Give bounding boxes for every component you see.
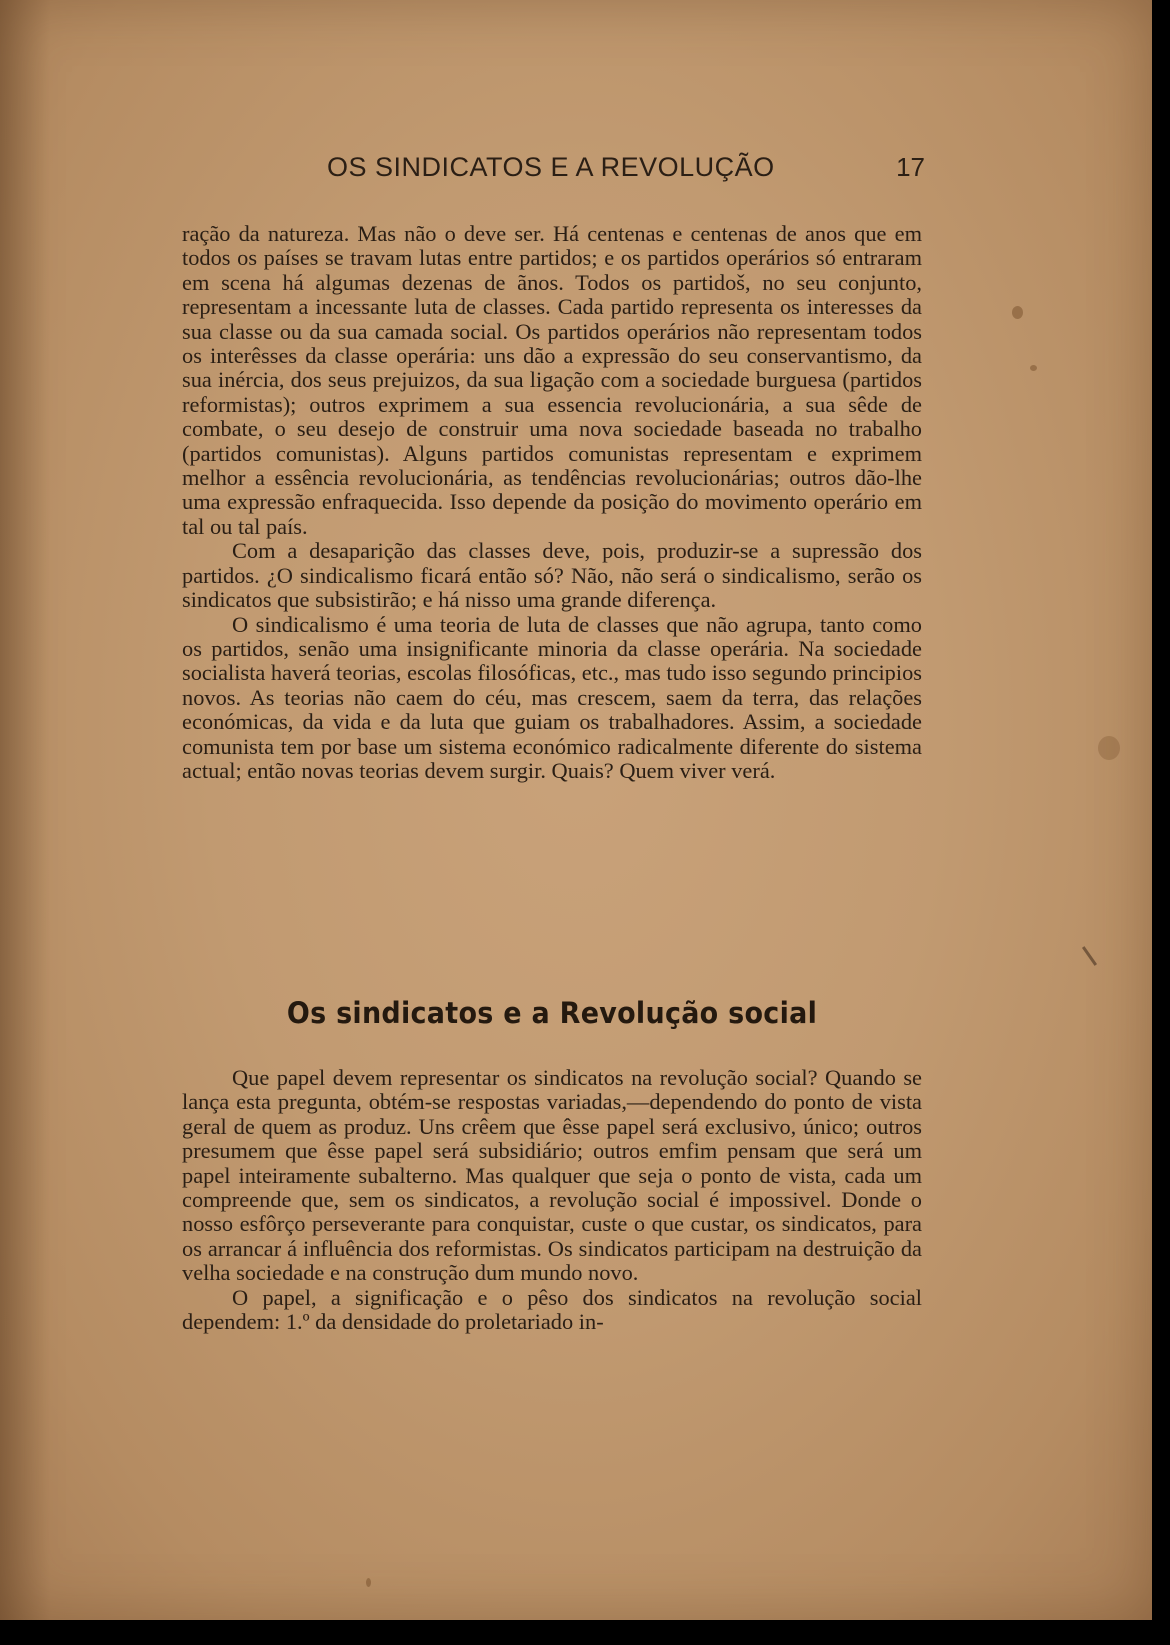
stain-mark	[366, 1578, 371, 1587]
body-text-section-1	[182, 222, 922, 783]
running-head	[180, 152, 925, 188]
section-heading: Os sindicatos e a Revolução social	[286, 996, 818, 1030]
page-number: 17	[896, 152, 925, 182]
paragraph: O papel, a significação e o pêso dos sindicatos na revolução social dependem: 1.º da densidade do proletariado in-	[182, 1284, 922, 1335]
stain-mark	[1030, 365, 1037, 371]
paragraph: Com a desaparição das classes deve, pois, produzir-se a supressão dos partidos. ¿O sindicalismo ficará então só? Não, não será o sindicalismo, serão os sindicatos que subsistirão; e há nisso uma grande diferença.	[182, 538, 922, 613]
paragraph: ração da natureza. Mas não o deve ser. Há centenas e centenas de anos que em todos os países se travam lutas entre partidos; e os partidos operários só entraram em scena há algumas dezenas de ãnos. Todos os partidoš, no seu conjunto, representam a incessante luta de classes. Cada partido representa os interesses da sua classe ou da sua camada social. Os partidos operários não representam todos os interêsses da classe operária: uns dão a expressão do seu conservantismo, da sua inércia, dos seus prejuizos, da sua ligação com a sociedade burguesa (partidos reformistas); outros exprimem a sua essencia revolucionária, a sua sêde de combate, o seu desejo de construir uma nova sociedade baseada no trabalho (partidos comunistas). Alguns partidos comunistas representam e exprimem melhor a essência revolucionária, as tendências revolucionárias; outros dão-lhe uma expressão enfraquecida. Isso depende da posição do movimento operário em tal ou tal país.	[182, 221, 922, 539]
body-text-section-2	[182, 1066, 922, 1334]
stain-mark	[1012, 306, 1023, 319]
margin-pencil-mark	[1082, 946, 1097, 966]
page-spine-shadow	[0, 0, 50, 1620]
stain-mark	[1098, 736, 1120, 760]
paragraph: O sindicalismo é uma teoria de luta de classes que não agrupa, tanto como os partidos, senão uma insignificante minoria da classe operária. Na sociedade socialista haverá teorias, escolas filosóficas, etc., mas tudo isso segundo principios novos. As teorias não caem do céu, mas crescem, saem da terra, das relações económicas, da vida e da luta que guiam os trabalhadores. Assim, a sociedade comunista tem por base um sistema económico radicalmente diferente do sistema actual; então novas teorias devem surgir. Quais? Quem viver verá.	[182, 611, 922, 783]
paragraph: Que papel devem representar os sindicatos na revolução social? Quando se lança esta pregunta, obtém-se respostas variadas,—dependendo do ponto de vista geral de quem as produz. Uns crêem que êsse papel será exclusivo, único; outros presumem que êsse papel será subsidiário; outros emfim pensam que será um papel inteiramente subalterno. Mas qualquer que seja o ponto de vista, cada um compreende que, sem os sindicatos, a revolução social é impossivel. Donde o nosso esfôrço perseverante para conquistar, custe o que custar, os sindicatos, para os arrancar á influência dos reformistas. Os sindicatos participam na destruição da velha sociedade e na construção dum mundo novo.	[182, 1065, 922, 1286]
running-head-title: OS SINDICATOS E A REVOLUÇÃO	[327, 152, 775, 182]
